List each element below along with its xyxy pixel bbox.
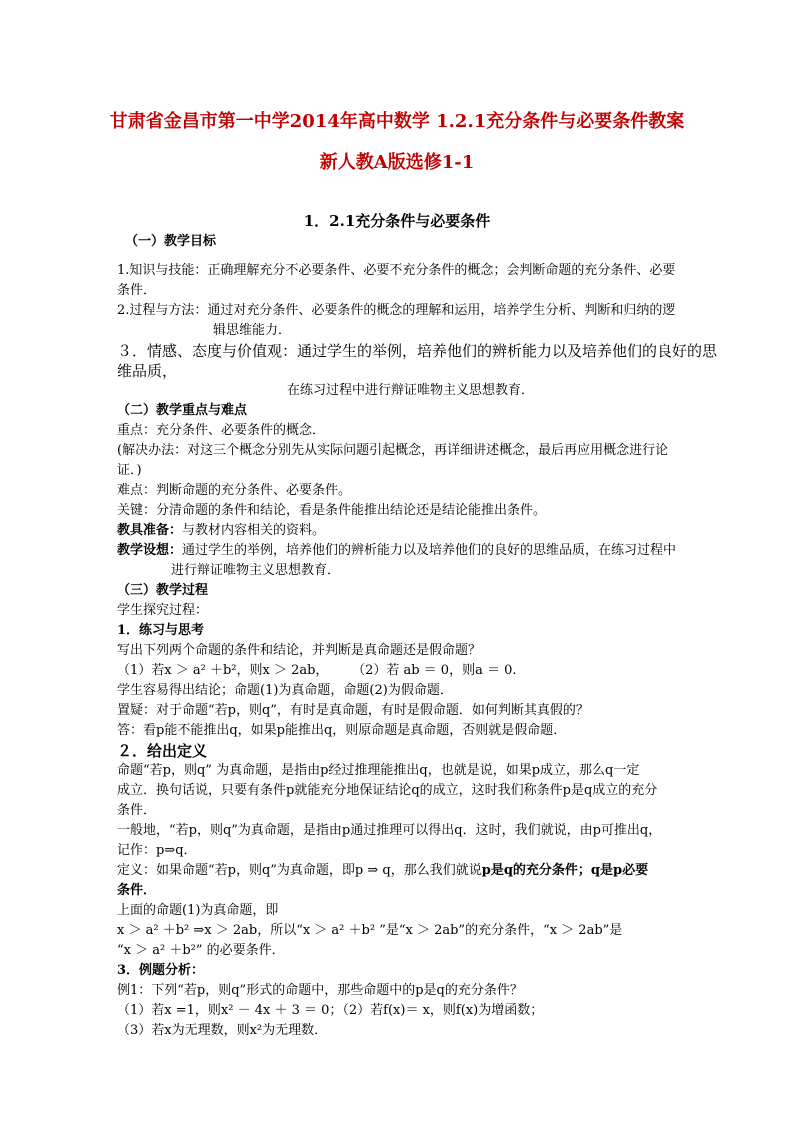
document-body — [117, 232, 722, 1041]
teaching-idea-text: 通过学生的举例，培养他们的辨析能力以及培养他们的良好的思维品质，在练习过程中 — [182, 543, 677, 558]
formal-definition-bold-cont: 条件． — [117, 883, 157, 898]
solution-method: (解决办法：对这三个概念分别先从实际问题引起概念，再详细讲述概念，最后再应用概念进行论 — [117, 443, 669, 458]
example-1: 例1：下列“若p，则q”形式的命题中，那些命题中的p是q的充分条件？ — [117, 983, 523, 998]
heading-teaching-process: （三）教学过程 — [117, 583, 209, 598]
definition-text-3: 条件． — [117, 803, 157, 818]
heading-examples: 3．例题分析： — [117, 963, 205, 978]
goal-emotion: ３．情感、态度与价值观：通过学生的举例，培养他们的辨析能力以及培养他们的良好的思维品质， — [117, 342, 718, 380]
teaching-idea-label: 教学设想： — [117, 543, 183, 558]
section-title: 1．2.1充分条件与必要条件 — [303, 212, 491, 230]
practice-question: 写出下列两个命题的条件和结论，并判断是真命题还是假命题？ — [117, 643, 482, 658]
solution-method-cont: 证．) — [117, 463, 142, 478]
practice-items: （1）若x ＞ a² ＋b²，则x ＞ 2ab， （2）若 ab ＝ 0，则a ＝ 0. — [117, 663, 517, 678]
example-implication: x ＞ a² ＋b² ⇒x ＞ 2ab，所以“x ＞ a² ＋b² ”是“x ＞ 2ab”的充分条件，“x ＞ 2ab”是 — [117, 923, 623, 938]
heading-key-points: （二）教学重点与难点 — [117, 403, 248, 418]
goal-process-cont: 辑思维能力． — [213, 323, 292, 338]
general-statement-notation: 记作：p⇒q． — [117, 843, 197, 858]
teaching-tools-label: 教具准备： — [117, 523, 183, 538]
general-statement: 一般地，“若p，则q”为真命题，是指由p通过推理可以得出q．这时，我们就说，由p可推出q， — [117, 823, 662, 838]
student-exploration: 学生探究过程： — [117, 603, 209, 618]
crux: 关键：分清命题的条件和结论，看是条件能推出结论还是结论能推出条件。 — [117, 503, 547, 518]
example-1-items-cont: （3）若x为无理数，则x²为无理数． — [117, 1023, 328, 1038]
goal-emotion-cont: 在练习过程中进行辩证唯物主义思想教育． — [287, 383, 535, 398]
formal-definition-bold: p是q的充分条件；q是p必要 — [481, 863, 649, 878]
heading-teaching-goals: （一）教学目标 — [125, 234, 217, 249]
practice-answer: 答：看p能不能推出q，如果p能推出q，则原命题是真命题，否则就是假命题． — [117, 723, 567, 738]
goal-knowledge-cont: 条件． — [117, 283, 157, 298]
teaching-idea — [117, 541, 722, 561]
heading-definition: ２．给出定义 — [117, 742, 208, 760]
formal-definition — [117, 861, 722, 881]
goal-knowledge: 1.知识与技能：正确理解充分不必要条件、必要不充分条件的概念；会判断命题的充分条件、必要 — [117, 263, 676, 278]
practice-doubt: 置疑：对于命题“若p，则q”，有时是真命题，有时是假命题．如何判断其真假的？ — [117, 703, 589, 718]
document-subtitle: 新人教A版选修1-1 — [319, 152, 475, 173]
above-proposition: 上面的命题(1)为真命题，即 — [117, 903, 279, 918]
difficulty: 难点：判断命题的充分条件、必要条件。 — [117, 483, 352, 498]
example-implication-cont: “x ＞ a² ＋b²” 的必要条件． — [117, 943, 285, 958]
formal-definition-text: 定义：如果命题“若p，则q”为真命题，即p ⇒ q，那么我们就说 — [117, 863, 482, 878]
document-title: 甘肃省金昌市第一中学2014年高中数学 1.2.1充分条件与必要条件教案 — [109, 111, 685, 132]
teaching-idea-cont: 进行辩证唯物主义思想教育． — [171, 563, 341, 578]
teaching-tools-text: 与教材内容相关的资料。 — [182, 523, 326, 538]
definition-text-2: 成立．换句话说，只要有条件p就能充分地保证结论q的成立，这时我们称条件p是q成立的充分 — [117, 783, 658, 798]
practice-conclusion: 学生容易得出结论；命题(1)为真命题，命题(2)为假命题． — [117, 683, 453, 698]
goal-process: 2.过程与方法：通过对充分条件、必要条件的概念的理解和运用，培养学生分析、判断和归纳的逻 — [117, 303, 676, 318]
key-point: 重点：充分条件、必要条件的概念． — [117, 423, 326, 438]
example-1-items: （1）若x =1，则x² － 4x ＋ 3 ＝ 0；（2）若f(x)＝ x，则f(x)为增函数； — [117, 1003, 544, 1018]
teaching-tools — [117, 521, 722, 541]
definition-text: 命题“若p，则q” 为真命题，是指由p经过推理能推出q，也就是说，如果p成立，那么q一定 — [117, 763, 640, 778]
heading-practice: 1．练习与思考 — [117, 623, 205, 638]
